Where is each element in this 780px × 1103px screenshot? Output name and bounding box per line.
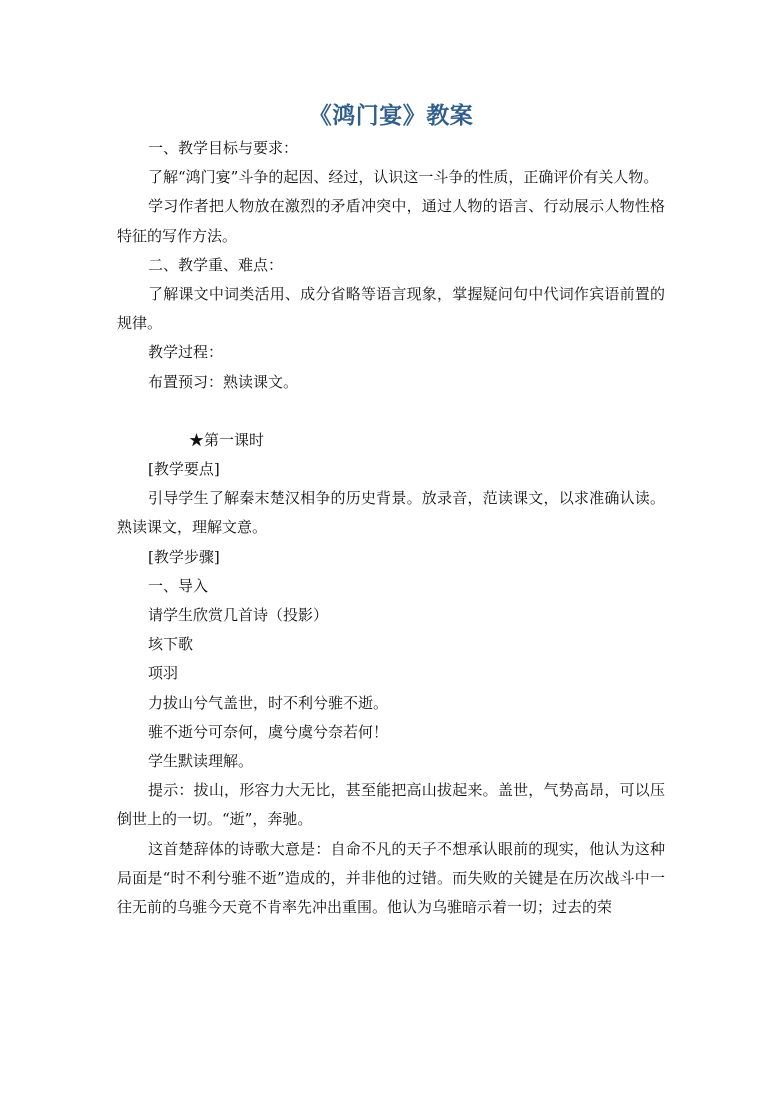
teaching-steps-heading: [教学步骤] bbox=[148, 547, 220, 566]
lesson-heading: ★第一课时 bbox=[189, 430, 265, 449]
paragraph-key-points: 了解课文中词类活用、成分省略等语言现象，掌握疑问句中代词作宾语前置的规律。 bbox=[117, 285, 665, 333]
paragraph-goal-1: 了解“鸿门宴”斗争的起因、经过，认识这一斗争的性质，正确评价有关人物。 bbox=[148, 168, 659, 187]
poem-title: 垓下歌 bbox=[148, 635, 194, 654]
poem-prompt: 请学生欣赏几首诗（投影） bbox=[148, 606, 329, 625]
silent-reading: 学生默读理解。 bbox=[148, 752, 254, 771]
paragraph-key-points-heading: 二、教学重、难点： bbox=[148, 255, 284, 274]
poem-author: 项羽 bbox=[148, 664, 179, 683]
poem-line-2: 骓不逝兮可奈何，虞兮虞兮奈若何！ bbox=[148, 722, 389, 741]
teaching-points-text: 引导学生了解秦末楚汉相争的历史背景。放录音，范读课文，以求准确认读。熟读课文，理解文意。 bbox=[117, 489, 665, 537]
paragraph-goals-heading: 一、教学目标与要求： bbox=[148, 139, 299, 157]
paragraph-preview: 布置预习：熟读课文。 bbox=[148, 372, 299, 391]
step-introduction: 一、导入 bbox=[148, 576, 209, 595]
blank-line bbox=[117, 397, 665, 426]
hint-paragraph: 提示：拔山，形容力大无比，甚至能把高山拔起来。盖世，气势高昂，可以压倒世上的一切。“逝”，奔驰。 bbox=[117, 781, 665, 829]
paragraph-process-heading: 教学过程： bbox=[148, 343, 224, 362]
paragraph-goal-2: 学习作者把人物放在激烈的矛盾冲突中，通过人物的语言、行动展示人物性格特征的写作方法。 bbox=[117, 197, 665, 245]
poem-meaning-paragraph: 这首楚辞体的诗歌大意是：自命不凡的天子不想承认眼前的现实，他认为这种局面是“时不利兮骓不逝”造成的，并非他的过错。而失败的关键是在历次战斗中一往无前的乌骓今天竟不肯率先冲出重围。他认为乌骓暗示着一切；过去的荣 bbox=[117, 839, 665, 917]
teaching-points-heading: [教学要点] bbox=[148, 460, 220, 479]
poem-line-1: 力拔山兮气盖世，时不利兮骓不逝。 bbox=[148, 693, 389, 712]
document-body bbox=[117, 98, 665, 922]
document-title: 《鸿门宴》教案 bbox=[308, 102, 474, 129]
